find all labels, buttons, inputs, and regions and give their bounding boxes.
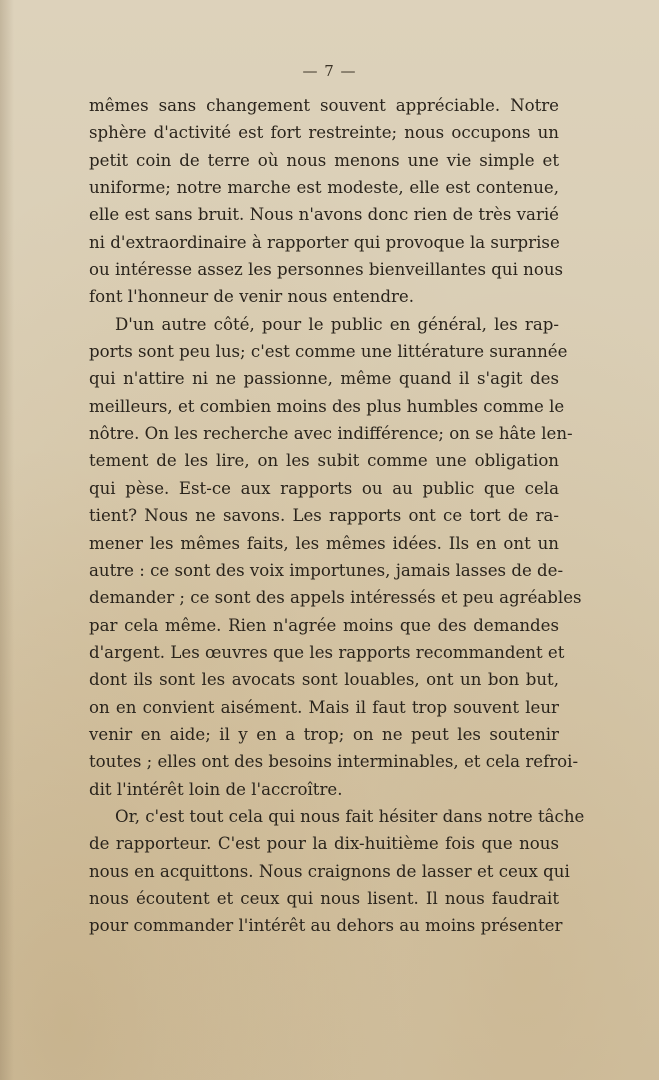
text-line: venir en aide; il y en a trop; on ne peut les soutenir [89,724,559,744]
text-line: qui n'attire ni ne passionne, même quand il s'agit des [89,369,559,389]
text-line: nous en acquittons. Nous craignons de lasser et ceux qui [89,861,570,881]
text-line: nous écoutent et ceux qui nous lisent. Il nous faudrait [89,888,559,908]
text-line: sphère d'activité est fort restreinte; nous occupons un [89,123,559,143]
text-line: D'un autre côté, pour le public en général, les rap- [115,314,559,334]
text-line: Or, c'est tout cela qui nous fait hésiter dans notre tâche [115,806,585,826]
text-line: toutes ; elles ont des besoins interminables, et cela refroi- [89,752,579,772]
page-number: — 7 — [302,62,357,80]
text-line: par cela même. Rien n'agrée moins que des demandes [89,615,559,635]
body-text [89,92,585,940]
text-line: meilleurs, et combien moins des plus humbles comme le [89,396,565,416]
text-line: uniforme; notre marche est modeste, elle est contenue, [89,178,559,198]
text-line: petit coin de terre où nous menons une vie simple et [89,150,559,170]
text-line: mener les mêmes faits, les mêmes idées. Ils en ont un [89,533,559,553]
text-line: autre : ce sont des voix importunes, jamais lasses de de- [89,560,564,580]
text-line: ports sont peu lus; c'est comme une littérature surannée [89,342,568,362]
text-line: font l'honneur de venir nous entendre. [89,287,414,307]
text-line: dont ils sont les avocats sont louables, ont un bon but, [89,670,559,690]
text-line: dit l'intérêt loin de l'accroître. [89,779,343,799]
text-line: d'argent. Les œuvres que les rapports recommandent et [89,642,565,662]
text-line: ni d'extraordinaire à rapporter qui provoque la surprise [89,232,560,252]
text-line: pour commander l'intérêt au dehors au moins présenter [89,916,563,936]
text-line: elle est sans bruit. Nous n'avons donc rien de très varié [89,205,559,225]
text-line: on en convient aisément. Mais il faut trop souvent leur [89,697,559,717]
text-line: de rapporteur. C'est pour la dix-huitième fois que nous [89,834,559,854]
text-line: demander ; ce sont des appels intéressés et peu agréables [89,588,582,608]
text-line: tement de les lire, on les subit comme une obligation [89,451,559,471]
text-line: nôtre. On les recherche avec indifférence; on se hâte len- [89,424,573,444]
text-line: tient? Nous ne savons. Les rapports ont ce tort de ra- [89,506,559,526]
text-line: qui pèse. Est-ce aux rapports ou au public que cela [89,478,559,498]
text-line: ou intéresse assez les personnes bienveillantes qui nous [89,260,564,280]
text-line: mêmes sans changement souvent appréciable. Notre [89,96,559,115]
